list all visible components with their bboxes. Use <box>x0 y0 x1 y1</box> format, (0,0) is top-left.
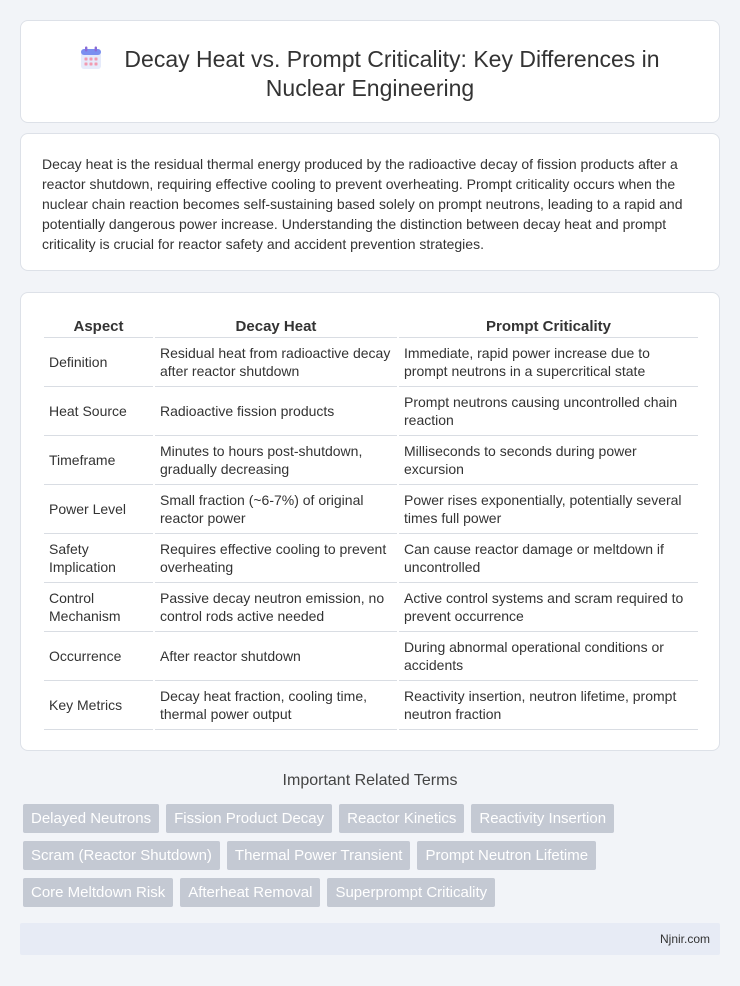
footer-site-link[interactable]: Njnir.com <box>659 932 710 946</box>
prompt-criticality-cell: Can cause reactor damage or meltdown if uncontrolled <box>399 534 698 583</box>
related-term-tag[interactable]: Superprompt Criticality <box>327 878 495 907</box>
decay-heat-cell: Small fraction (~6-7%) of original reactor power <box>155 485 397 534</box>
aspect-cell: Occurrence <box>44 632 153 681</box>
page-title <box>61 45 679 103</box>
table-row <box>44 485 698 534</box>
table-row <box>44 338 698 387</box>
comparison-table <box>42 312 700 730</box>
table-row <box>44 534 698 583</box>
related-term-tag[interactable]: Reactor Kinetics <box>339 804 464 833</box>
table-header-row <box>44 312 698 338</box>
prompt-criticality-cell: Prompt neutrons causing uncontrolled chain reaction <box>399 387 698 436</box>
prompt-criticality-cell: Immediate, rapid power increase due to prompt neutrons in a supercritical state <box>399 338 698 387</box>
aspect-cell: Timeframe <box>44 436 153 485</box>
related-term-tag[interactable]: Scram (Reactor Shutdown) <box>23 841 220 870</box>
decay-heat-cell: Residual heat from radioactive decay after reactor shutdown <box>155 338 397 387</box>
decay-heat-cell: Radioactive fission products <box>155 387 397 436</box>
intro-paragraph: Decay heat is the residual thermal energy produced by the radioactive decay of fission products after a reactor shutdown, requiring effective cooling to prevent overheating. Prompt criticality occurs when the nuclear chain reaction becomes self-sustaining based solely on prompt neutrons, leading to a rapid and potentially dangerous power increase. Understanding the distinction between decay heat and prompt criticality is crucial for reactor safety and accident prevention strategies. <box>42 156 683 252</box>
prompt-criticality-cell: Milliseconds to seconds during power excursion <box>399 436 698 485</box>
page-title-text: Decay Heat vs. Prompt Criticality: Key Differences in Nuclear Engineering <box>124 46 660 101</box>
table-row <box>44 583 698 632</box>
related-term-tag[interactable]: Thermal Power Transient <box>227 841 411 870</box>
footer-bar <box>20 923 720 955</box>
prompt-criticality-cell: Active control systems and scram required to prevent occurrence <box>399 583 698 632</box>
decay-heat-cell: After reactor shutdown <box>155 632 397 681</box>
aspect-cell: Key Metrics <box>44 681 153 730</box>
decay-heat-cell: Minutes to hours post-shutdown, gradually decreasing <box>155 436 397 485</box>
tag-row <box>23 841 723 870</box>
header-aspect: Aspect <box>44 312 153 338</box>
tag-row <box>23 804 723 833</box>
related-term-tag[interactable]: Reactivity Insertion <box>471 804 614 833</box>
related-terms-list <box>23 804 723 915</box>
comparison-card <box>20 292 720 751</box>
related-term-tag[interactable]: Fission Product Decay <box>166 804 332 833</box>
related-term-tag[interactable]: Core Meltdown Risk <box>23 878 173 907</box>
prompt-criticality-cell: During abnormal operational conditions or accidents <box>399 632 698 681</box>
decay-heat-cell: Decay heat fraction, cooling time, thermal power output <box>155 681 397 730</box>
related-term-tag[interactable]: Prompt Neutron Lifetime <box>417 841 596 870</box>
aspect-cell: Definition <box>44 338 153 387</box>
related-terms-heading: Important Related Terms <box>282 772 458 789</box>
table-row <box>44 436 698 485</box>
decay-heat-cell: Requires effective cooling to prevent overheating <box>155 534 397 583</box>
prompt-criticality-cell: Reactivity insertion, neutron lifetime, prompt neutron fraction <box>399 681 698 730</box>
decay-heat-cell: Passive decay neutron emission, no control rods active needed <box>155 583 397 632</box>
aspect-cell: Control Mechanism <box>44 583 153 632</box>
calendar-icon <box>80 46 102 70</box>
table-row <box>44 681 698 730</box>
related-term-tag[interactable]: Afterheat Removal <box>180 878 320 907</box>
header-prompt-criticality: Prompt Criticality <box>399 312 698 338</box>
header-decay-heat: Decay Heat <box>155 312 397 338</box>
tag-row <box>23 878 723 907</box>
title-card <box>20 20 720 123</box>
aspect-cell: Safety Implication <box>44 534 153 583</box>
related-term-tag[interactable]: Delayed Neutrons <box>23 804 159 833</box>
intro-card <box>20 133 720 271</box>
table-row <box>44 387 698 436</box>
prompt-criticality-cell: Power rises exponentially, potentially several times full power <box>399 485 698 534</box>
aspect-cell: Heat Source <box>44 387 153 436</box>
table-row <box>44 632 698 681</box>
aspect-cell: Power Level <box>44 485 153 534</box>
